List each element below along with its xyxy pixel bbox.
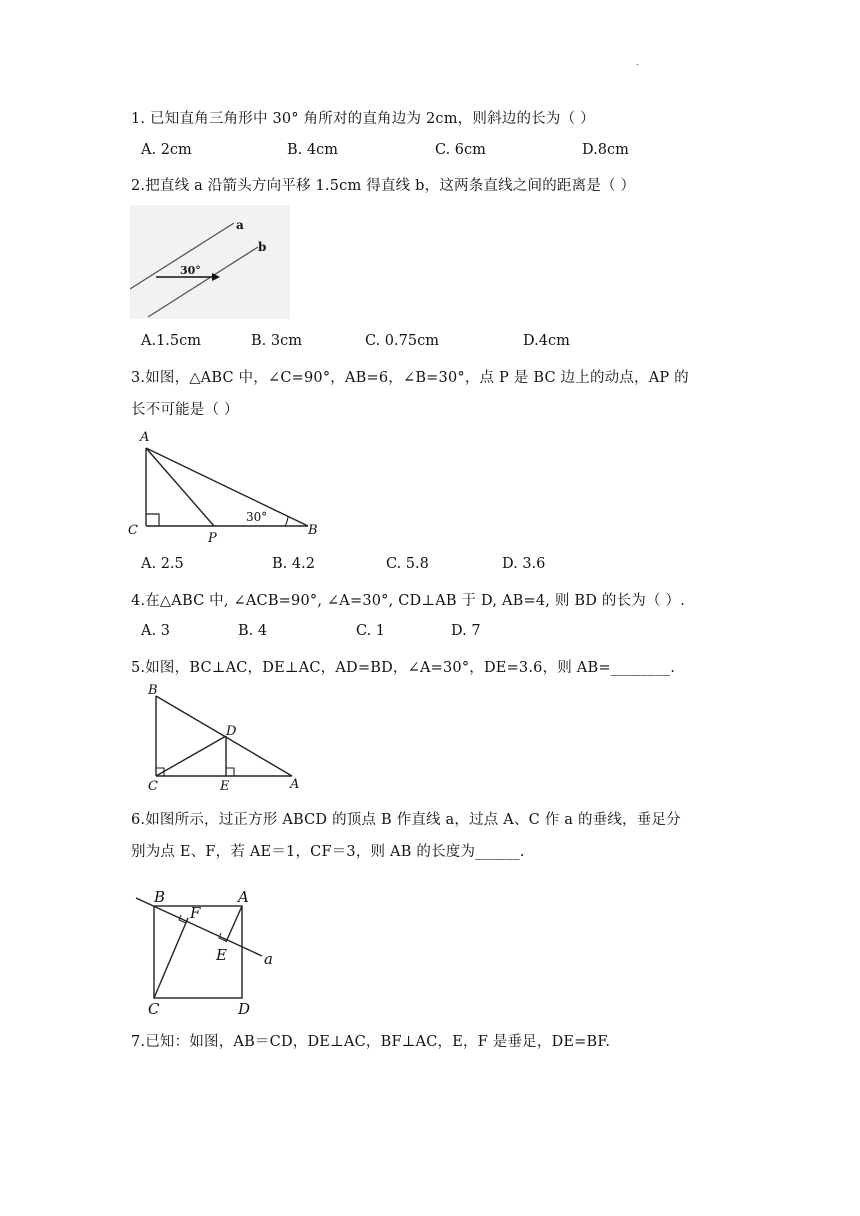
point-e-label: E [220,779,230,794]
option-a: A. 2.5 [141,556,184,572]
point-e-label: E [216,946,227,964]
point-c-label: C [148,779,158,794]
point-b-label: B [148,683,158,698]
question-5-figure [140,682,310,798]
question-6-figure [134,884,284,1024]
question-7-text: 7.已知：如图，AB＝CD，DE⊥AC，BF⊥AC，E，F 是垂足，DE=BF. [131,1034,611,1050]
point-a-label: A [140,430,150,445]
question-4-text: 4.在△ABC 中, ∠ACB=90°, ∠A=30°, CD⊥AB 于 D, AB=4, 则 BD 的长为（ ）. [131,593,685,609]
angle-label: 30° [246,510,268,524]
option-b: B. 4cm [287,142,338,158]
question-1-text: 1. 已知直角三角形中 30° 角所对的直角边为 2cm，则斜边的长为（ ） [131,111,595,127]
question-3-text-line2: 长不可能是（ ） [131,402,239,418]
option-c: C. 1 [356,623,386,639]
question-3-figure [128,426,328,550]
option-a: A. 2cm [141,142,192,158]
header-mark: . [636,58,639,67]
question-2-text: 2.把直线 a 沿箭头方向平移 1.5cm 得直线 b，这两条直线之间的距离是（ ） [131,178,636,194]
line-b-label: b [258,240,267,254]
question-2-figure [130,205,290,323]
question-6-text-line1: 6.如图所示，过正方形 ABCD 的顶点 B 作直线 a，过点 A、C 作 a 的垂线，垂足分 [131,812,681,828]
question-5-text: 5.如图，BC⊥AC，DE⊥AC，AD=BD，∠A=30°，DE=3.6，则 AB=________. [131,660,676,676]
option-d: D.4cm [523,333,570,349]
point-d-label: D [238,1000,251,1018]
option-a: A.1.5cm [141,333,202,349]
option-c: C. 0.75cm [365,333,439,349]
option-c: C. 6cm [435,142,486,158]
point-b-label: B [154,888,166,906]
point-f-label: F [190,904,201,922]
option-d: D. 7 [451,623,481,639]
line-a-label: a [264,950,273,968]
angle-label: 30° [180,264,201,277]
option-a: A. 3 [141,623,170,639]
option-b: B. 4 [238,623,268,639]
option-b: B. 3cm [251,333,302,349]
point-p-label: P [208,531,217,546]
question-6-text-line2: 别为点 E、F，若 AE＝1，CF＝3，则 AB 的长度为______. [131,844,525,860]
option-d: D. 3.6 [502,556,546,572]
point-a-label: A [238,888,249,906]
point-a-label: A [290,777,300,792]
point-c-label: C [148,1000,160,1018]
option-c: C. 5.8 [386,556,429,572]
line-a-label: a [236,218,244,232]
question-3-text-line1: 3.如图，△ABC 中，∠C=90°，AB=6，∠B=30°，点 P 是 BC 边上的动点，AP 的 [131,370,689,386]
point-b-label: B [308,523,318,538]
option-b: B. 4.2 [272,556,315,572]
point-d-label: D [226,724,237,739]
point-c-label: C [128,523,138,538]
option-d: D.8cm [582,142,629,158]
